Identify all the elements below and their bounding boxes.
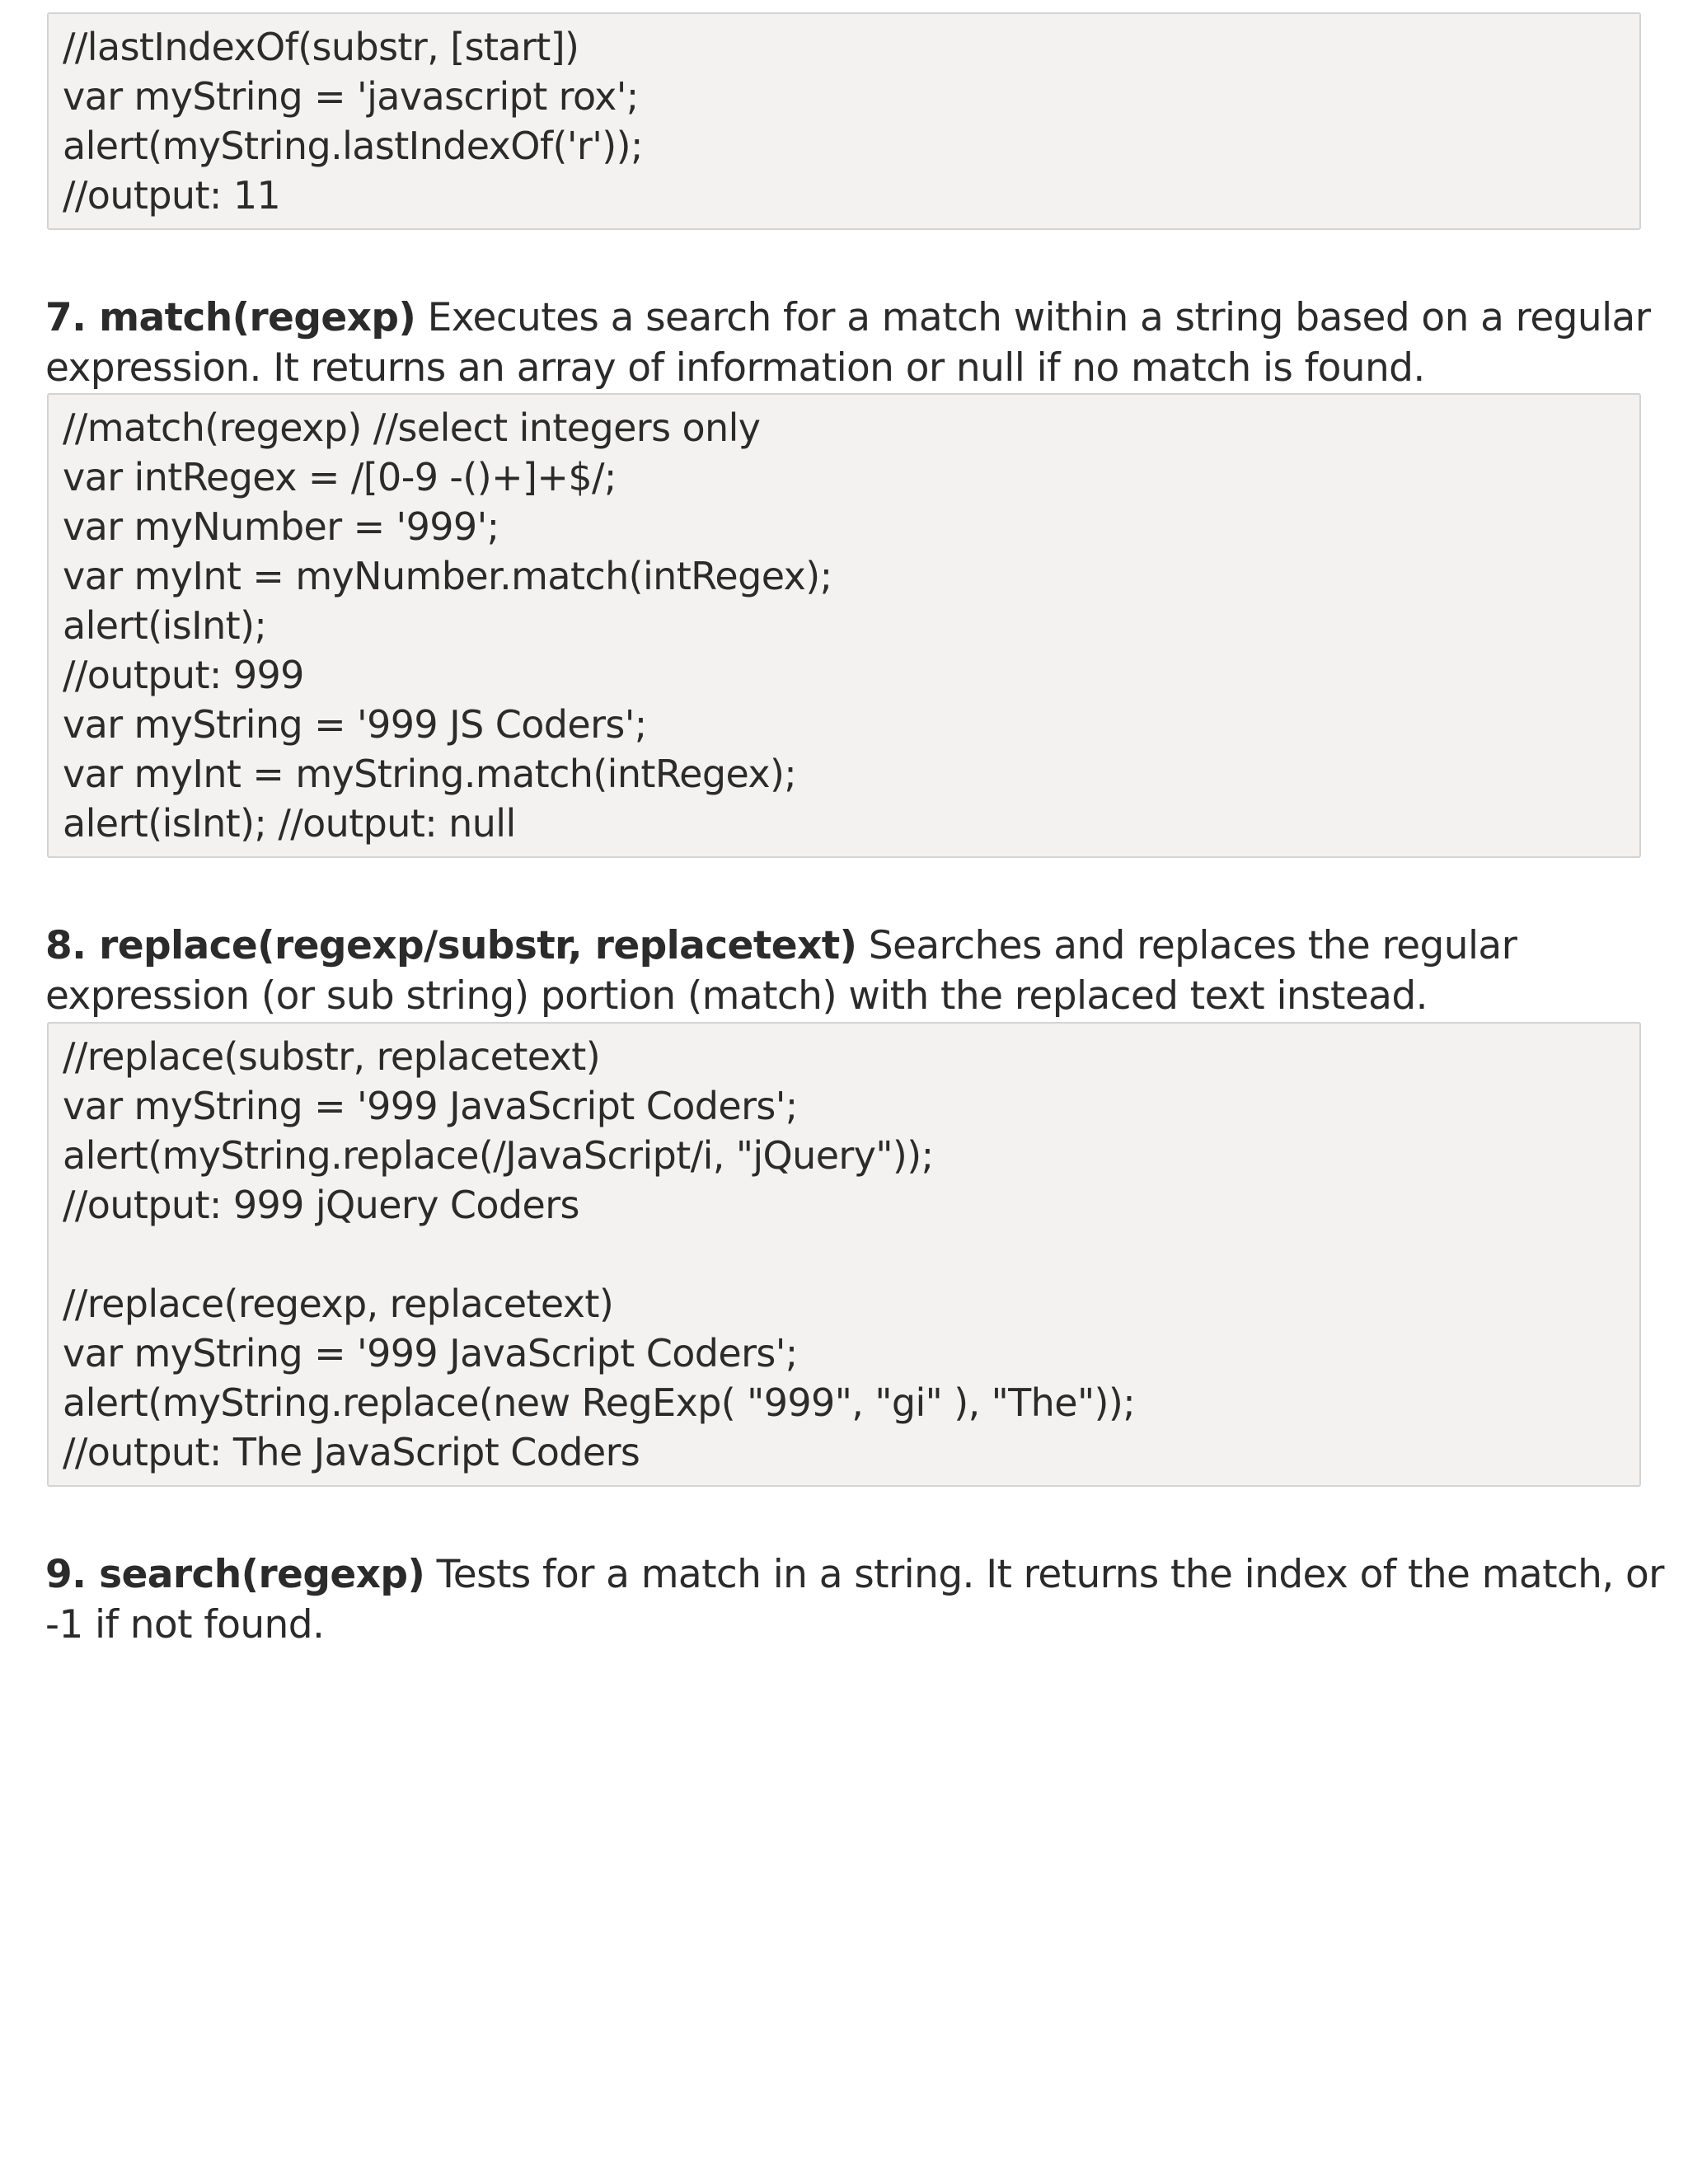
section-8-line-2: expression (or sub string) portion (match) with the replaced text instead. <box>45 973 1428 1019</box>
section-7-line-2: expression. It returns an array of information or null if no match is found. <box>45 345 1425 391</box>
code-block-match <box>47 393 1641 858</box>
section-8-line-1 <box>45 921 1653 971</box>
code-line: //output: The JavaScript Coders <box>63 1430 640 1474</box>
code-line: var myString = 'javascript rox'; <box>63 74 639 119</box>
section-9-line-1 <box>45 1549 1664 1600</box>
code-line: var myInt = myString.match(intRegex); <box>63 752 797 796</box>
section-7-term: 7. match(regexp) <box>45 295 416 340</box>
code-block-lastindexof <box>47 12 1641 230</box>
code-line: var myString = '999 JavaScript Coders'; <box>63 1084 798 1128</box>
code-line: //output: 999 <box>63 653 304 697</box>
code-line: var myInt = myNumber.match(intRegex); <box>63 554 832 598</box>
code-line-blank <box>63 1230 1625 1279</box>
code-line: alert(myString.replace(/JavaScript/i, "jQuery")); <box>63 1133 934 1178</box>
code-line: alert(isInt); //output: null <box>63 801 516 846</box>
section-8-text: Searches and replaces the regular <box>856 923 1517 968</box>
section-8-description <box>45 921 1653 1021</box>
code-line: //match(regexp) //select integers only <box>63 405 761 450</box>
code-line: //replace(substr, replacetext) <box>63 1034 601 1079</box>
code-line: var myString = '999 JavaScript Coders'; <box>63 1331 798 1376</box>
code-line: var myString = '999 JS Coders'; <box>63 702 647 747</box>
section-9-line-2: -1 if not found. <box>45 1602 325 1647</box>
section-7-text: Executes a search for a match within a string based on a regular <box>415 295 1651 340</box>
code-line: alert(myString.replace(new RegExp( "999", "gi" ), "The")); <box>63 1380 1136 1425</box>
section-8-term: 8. replace(regexp/substr, replacetext) <box>45 923 857 968</box>
code-block-replace <box>47 1022 1641 1487</box>
section-9-term: 9. search(regexp) <box>45 1552 425 1597</box>
section-9-text: Tests for a match in a string. It returns the index of the match, or <box>424 1552 1664 1597</box>
code-line: var intRegex = /[0-9 -()+]+$/; <box>63 455 617 499</box>
code-line: alert(isInt); <box>63 603 267 648</box>
code-line: //output: 11 <box>63 173 281 218</box>
code-line: //lastIndexOf(substr, [start]) <box>63 25 579 69</box>
section-7-description <box>45 293 1653 393</box>
code-line: //replace(regexp, replacetext) <box>63 1282 614 1326</box>
code-line: var myNumber = '999'; <box>63 504 499 549</box>
code-line: alert(myString.lastIndexOf('r')); <box>63 124 643 168</box>
code-line: //output: 999 jQuery Coders <box>63 1183 579 1227</box>
section-7-line-1 <box>45 293 1653 343</box>
section-9-description <box>45 1549 1664 1650</box>
